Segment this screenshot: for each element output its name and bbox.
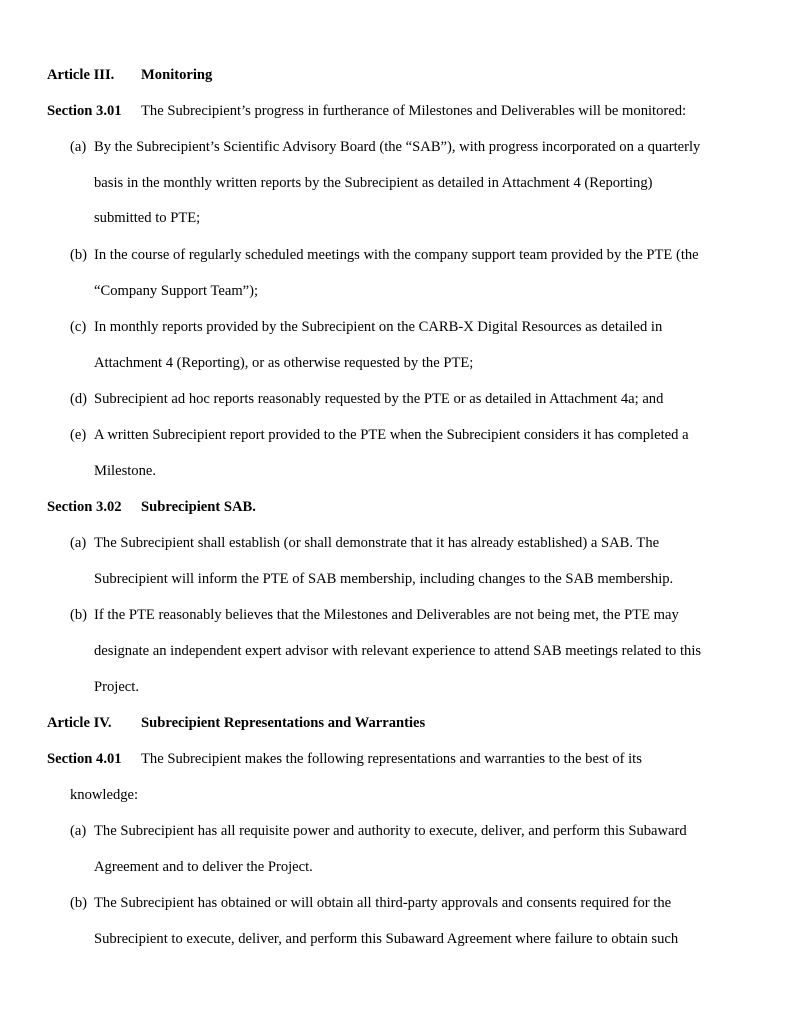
- list-item-marker: (d): [70, 391, 88, 407]
- section-text: The Subrecipient’s progress in furtherance of Milestones and Deliverables will be monitored:: [141, 103, 687, 119]
- list-item-line: designate an independent expert advisor with relevant experience to attend SAB meetings related to this: [94, 643, 702, 659]
- list-item-line: Attachment 4 (Reporting), or as otherwise requested by the PTE;: [94, 355, 474, 371]
- section-title: Subrecipient SAB.: [141, 499, 256, 515]
- list-item-marker: (b): [70, 895, 88, 911]
- list-item-line: The Subrecipient has all requisite power and authority to execute, deliver, and perform this Subaward: [94, 823, 687, 839]
- list-item-line: “Company Support Team”);: [94, 283, 259, 299]
- list-item-line: Subrecipient ad hoc reports reasonably requested by the PTE or as detailed in Attachment 4a; and: [94, 391, 664, 407]
- list-item-marker: (a): [70, 139, 87, 155]
- list-item-line: In the course of regularly scheduled meetings with the company support team provided by the PTE (the: [94, 247, 699, 263]
- list-item-line: If the PTE reasonably believes that the Milestones and Deliverables are not being met, the PTE may: [94, 607, 679, 623]
- list-item-marker: (c): [70, 319, 87, 335]
- list-item-line: A written Subrecipient report provided to the PTE when the Subrecipient considers it has completed a: [94, 427, 689, 443]
- list-item-line: Project.: [94, 679, 139, 695]
- list-item-marker: (a): [70, 823, 87, 839]
- list-item-marker: (e): [70, 427, 87, 443]
- list-item-line: Subrecipient will inform the PTE of SAB membership, including changes to the SAB membership.: [94, 571, 674, 587]
- section-text: The Subrecipient makes the following representations and warranties to the best of its: [141, 751, 642, 767]
- article-title: Subrecipient Representations and Warranties: [141, 715, 426, 731]
- article-label: Article IV.: [47, 715, 112, 731]
- article-label: Article III.: [47, 67, 115, 83]
- section-label: Section 3.02: [47, 499, 122, 515]
- list-item-marker: (a): [70, 535, 87, 551]
- list-item-line: Agreement and to deliver the Project.: [94, 859, 313, 875]
- article-title: Monitoring: [141, 67, 213, 83]
- list-item-line: Subrecipient to execute, deliver, and perform this Subaward Agreement where failure to obtain such: [94, 931, 679, 947]
- section-text-continuation: knowledge:: [70, 787, 139, 803]
- list-item-line: basis in the monthly written reports by the Subrecipient as detailed in Attachment 4 (Reporting): [94, 175, 653, 191]
- list-item-line: The Subrecipient has obtained or will obtain all third-party approvals and consents required for the: [94, 895, 672, 911]
- section-label: Section 4.01: [47, 751, 122, 767]
- list-item-line: The Subrecipient shall establish (or shall demonstrate that it has already established) a SAB. The: [94, 535, 660, 551]
- list-item-marker: (b): [70, 607, 88, 623]
- list-item-line: submitted to PTE;: [94, 210, 201, 226]
- section-label: Section 3.01: [47, 103, 122, 119]
- list-item-line: In monthly reports provided by the Subrecipient on the CARB-X Digital Resources as detailed in: [94, 319, 663, 335]
- list-item-line: By the Subrecipient’s Scientific Advisory Board (the “SAB”), with progress incorporated on a quarterly: [94, 139, 701, 155]
- list-item-marker: (b): [70, 247, 88, 263]
- list-item-line: Milestone.: [94, 463, 157, 479]
